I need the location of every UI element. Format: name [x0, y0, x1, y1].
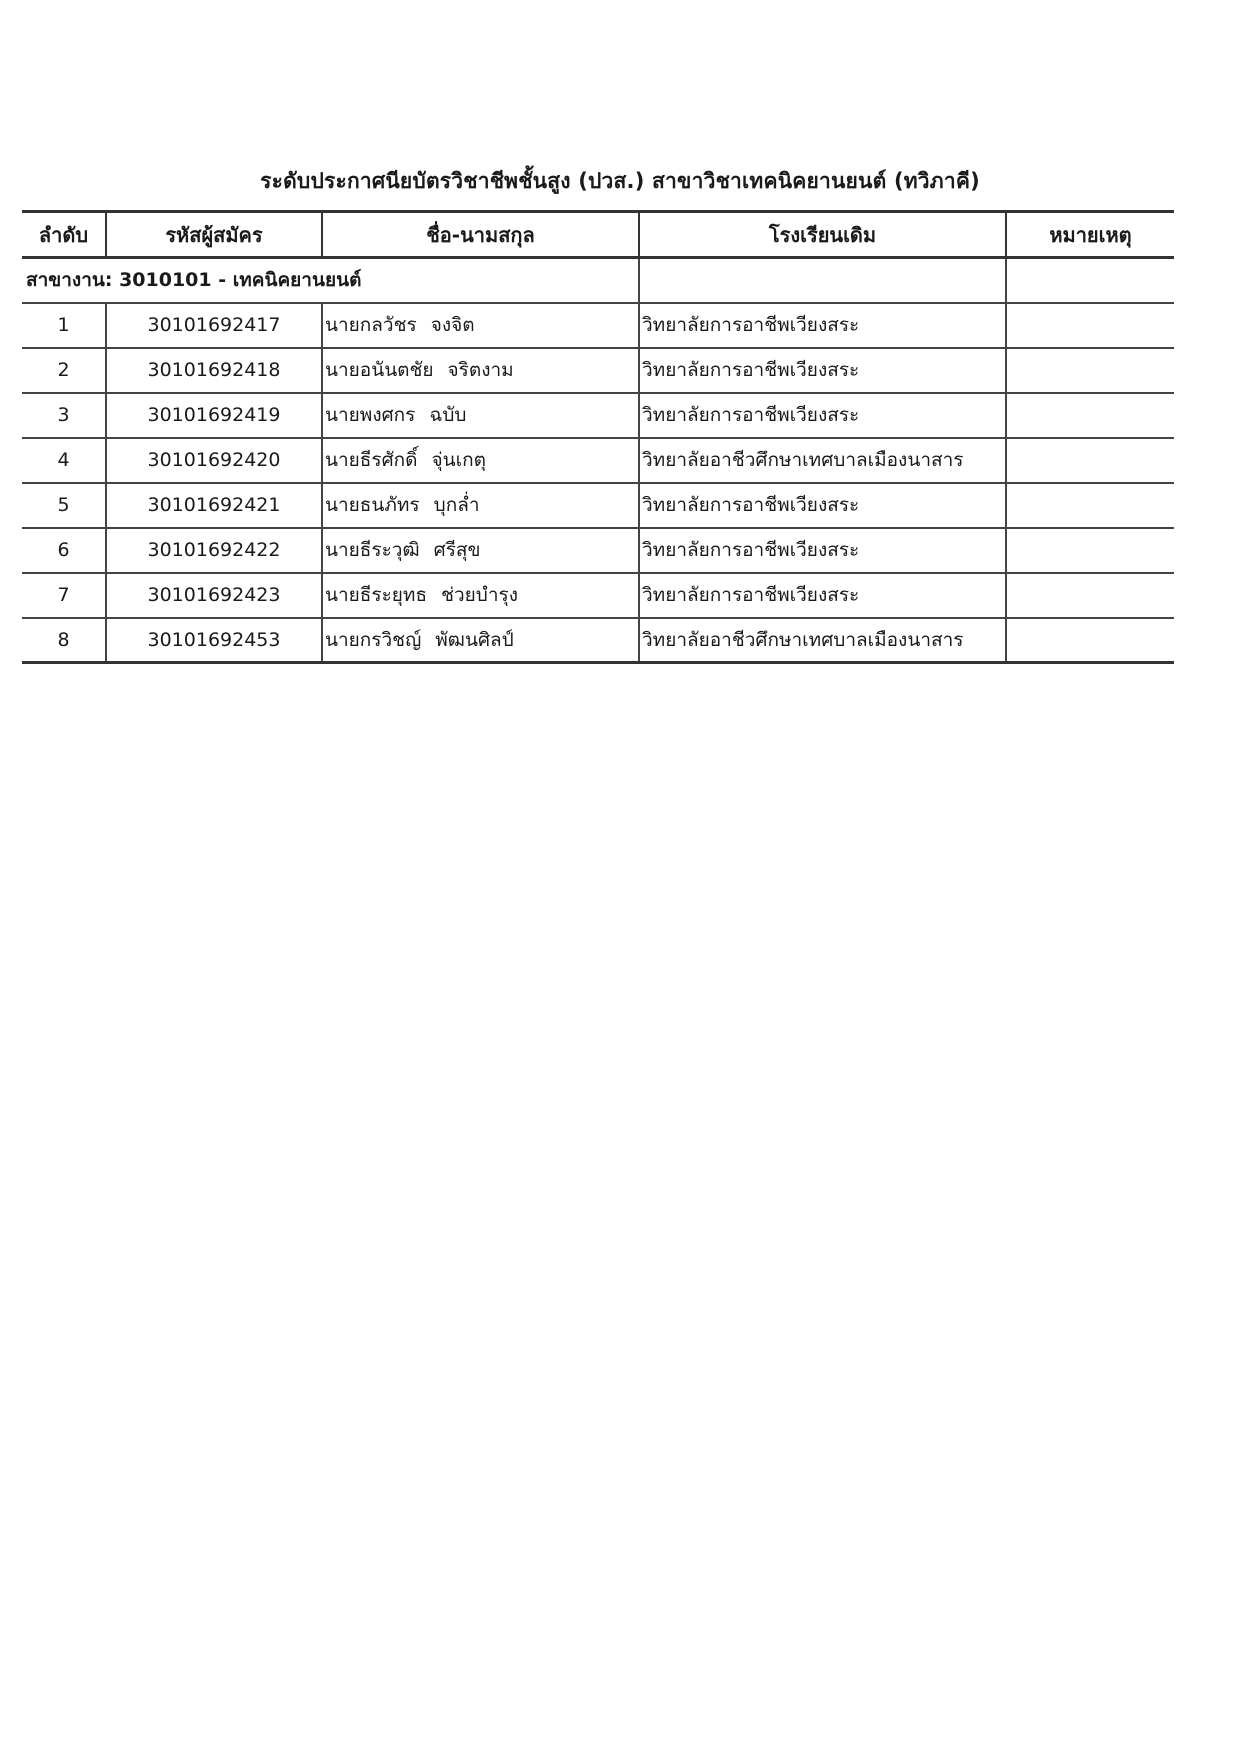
header-remark: หมายเหตุ — [1006, 212, 1174, 258]
row-applicant-id: 30101692417 — [106, 303, 322, 348]
row-remark — [1006, 618, 1174, 663]
row-name — [322, 348, 639, 393]
results-table — [22, 210, 1174, 664]
row-last-name: จงจิต — [430, 314, 475, 336]
row-name — [322, 303, 639, 348]
row-applicant-id: 30101692419 — [106, 393, 322, 438]
row-name — [322, 438, 639, 483]
row-last-name: พัฒนศิลป์ — [435, 628, 514, 651]
row-first-name: นายพงศกร — [325, 404, 416, 426]
row-remark — [1006, 438, 1174, 483]
row-no: 8 — [22, 618, 106, 663]
row-school: วิทยาลัยอาชีวศึกษาเทศบาลเมืองนาสาร — [639, 438, 1006, 483]
row-name — [322, 393, 639, 438]
table-header-row — [22, 212, 1174, 258]
row-applicant-id: 30101692423 — [106, 573, 322, 618]
row-last-name: ศรีสุข — [433, 539, 481, 561]
row-no: 3 — [22, 393, 106, 438]
row-remark — [1006, 348, 1174, 393]
row-school: วิทยาลัยการอาชีพเวียงสระ — [639, 393, 1006, 438]
results-table-container — [22, 210, 1174, 664]
header-no: ลำดับ — [22, 212, 106, 258]
table-row — [22, 618, 1174, 663]
row-applicant-id: 30101692453 — [106, 618, 322, 663]
row-last-name: จริตงาม — [447, 359, 514, 381]
row-school: วิทยาลัยอาชีวศึกษาเทศบาลเมืองนาสาร — [639, 618, 1006, 663]
row-no: 5 — [22, 483, 106, 528]
row-first-name: นายธีรศักดิ์ — [325, 449, 418, 471]
row-last-name: ช่วยบำรุง — [441, 584, 518, 606]
table-row — [22, 348, 1174, 393]
row-first-name: นายธนภัทร — [325, 494, 420, 516]
row-last-name: ฉบับ — [429, 404, 467, 426]
table-row — [22, 303, 1174, 348]
row-name — [322, 573, 639, 618]
row-first-name: นายอนันตชัย — [325, 359, 434, 381]
row-applicant-id: 30101692418 — [106, 348, 322, 393]
table-row — [22, 528, 1174, 573]
row-first-name: นายกรวิชญ์ — [325, 628, 422, 651]
row-first-name: นายธีระยุทธ — [325, 584, 428, 606]
row-applicant-id: 30101692422 — [106, 528, 322, 573]
row-remark — [1006, 573, 1174, 618]
row-name — [322, 483, 639, 528]
row-last-name: บุกล่ำ — [433, 494, 480, 516]
group-label: สาขางาน: 3010101 - เทคนิคยานยนต์ — [22, 258, 639, 303]
header-applicant-id: รหัสผู้สมัคร — [106, 212, 322, 258]
row-school: วิทยาลัยการอาชีพเวียงสระ — [639, 303, 1006, 348]
row-remark — [1006, 393, 1174, 438]
row-school: วิทยาลัยการอาชีพเวียงสระ — [639, 528, 1006, 573]
table-body — [22, 258, 1174, 663]
table-row — [22, 483, 1174, 528]
row-school: วิทยาลัยการอาชีพเวียงสระ — [639, 483, 1006, 528]
row-applicant-id: 30101692420 — [106, 438, 322, 483]
row-remark — [1006, 303, 1174, 348]
row-remark — [1006, 528, 1174, 573]
group-remark-cell — [1006, 258, 1174, 303]
group-school-cell — [639, 258, 1006, 303]
row-last-name: จุ่นเกตุ — [431, 449, 486, 471]
table-row — [22, 438, 1174, 483]
header-school: โรงเรียนเดิม — [639, 212, 1006, 258]
row-applicant-id: 30101692421 — [106, 483, 322, 528]
document-title: ระดับประกาศนียบัตรวิชาชีพชั้นสูง (ปวส.) สาขาวิชาเทคนิคยานยนต์ (ทวิภาคี) — [260, 169, 980, 193]
row-remark — [1006, 483, 1174, 528]
row-no: 6 — [22, 528, 106, 573]
row-name — [322, 618, 639, 663]
row-no: 2 — [22, 348, 106, 393]
row-no: 4 — [22, 438, 106, 483]
table-row — [22, 393, 1174, 438]
row-first-name: นายธีระวุฒิ — [325, 539, 420, 561]
row-no: 1 — [22, 303, 106, 348]
row-school: วิทยาลัยการอาชีพเวียงสระ — [639, 573, 1006, 618]
row-name — [322, 528, 639, 573]
group-row — [22, 258, 1174, 303]
row-first-name: นายกลวัชร — [325, 314, 417, 336]
row-no: 7 — [22, 573, 106, 618]
table-row — [22, 573, 1174, 618]
header-name: ชื่อ-นามสกุล — [322, 212, 639, 258]
row-school: วิทยาลัยการอาชีพเวียงสระ — [639, 348, 1006, 393]
